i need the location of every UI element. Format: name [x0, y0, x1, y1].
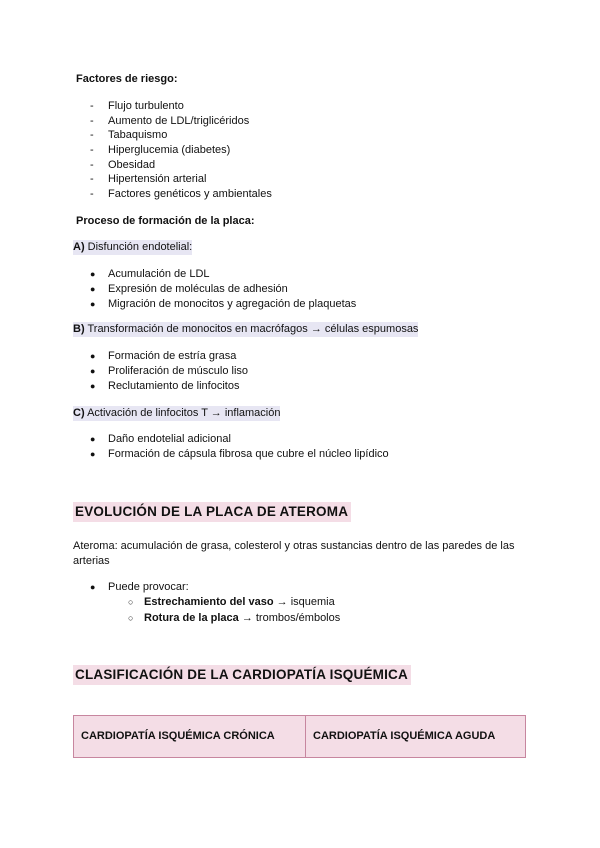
risk-factors-list: [90, 99, 272, 202]
list-item: ● Proliferación de músculo liso: [90, 364, 249, 377]
step-a-list: [90, 267, 356, 311]
classification-table: [73, 715, 526, 758]
ateroma-definition: Ateroma: acumulación de grasa, colesterol y otras sustancias dentro de las paredes de las arterias: [73, 540, 515, 567]
step-b-title: B) Transformación de monocitos en macrófagos → células espumosas: [73, 323, 419, 335]
list-item: - Obesidad: [90, 158, 156, 171]
step-c-title: C) Activación de linfocitos T → inflamación: [73, 407, 281, 419]
list-item: - Hiperglucemia (diabetes): [90, 144, 231, 157]
list-item: ● Reclutamiento de linfocitos: [90, 379, 240, 392]
list-item: ● Formación de estría grasa: [90, 350, 237, 362]
list-item: - Aumento de LDL/triglicéridos: [90, 114, 250, 127]
list-item: - Factores genéticos y ambientales: [90, 188, 272, 201]
list-item: - Hipertensión arterial: [90, 173, 207, 186]
table-cell-acute: CARDIOPATÍA ISQUÉMICA AGUDA: [306, 716, 526, 758]
risk-factors-heading: Factores de riesgo:: [76, 73, 178, 85]
provoke-list: [90, 580, 390, 626]
list-item: ● Formación de cápsula fibrosa que cubre el núcleo lipídico: [90, 447, 389, 460]
plaque-process-heading: Proceso de formación de la placa:: [76, 215, 255, 227]
list-item: ● Daño endotelial adicional: [90, 433, 231, 445]
evolution-section-title: EVOLUCIÓN DE LA PLACA DE ATEROMA: [73, 502, 351, 522]
list-item: ○ Estrechamiento del vaso → isquemia: [128, 596, 335, 608]
outcome-list: [128, 595, 390, 626]
list-item: ○ Rotura de la placa → trombos/émbolos: [128, 611, 341, 624]
table-cell-chronic: CARDIOPATÍA ISQUÉMICA CRÓNICA: [74, 716, 306, 758]
classification-section-title: CLASIFICACIÓN DE LA CARDIOPATÍA ISQUÉMICA: [73, 665, 411, 685]
list-item: - Tabaquismo: [90, 129, 168, 142]
list-item: ● Expresión de moléculas de adhesión: [90, 282, 288, 295]
list-item: ● Migración de monocitos y agregación de plaquetas: [90, 297, 357, 310]
step-b-list: [90, 349, 248, 393]
step-c-list: [90, 432, 389, 462]
table-row: [74, 716, 526, 758]
list-item: ● Acumulación de LDL: [90, 268, 210, 280]
step-a-title: A) Disfunción endotelial:: [73, 241, 193, 253]
list-item: - Flujo turbulento: [90, 100, 184, 112]
list-item: ● Puede provocar:: [90, 581, 189, 593]
